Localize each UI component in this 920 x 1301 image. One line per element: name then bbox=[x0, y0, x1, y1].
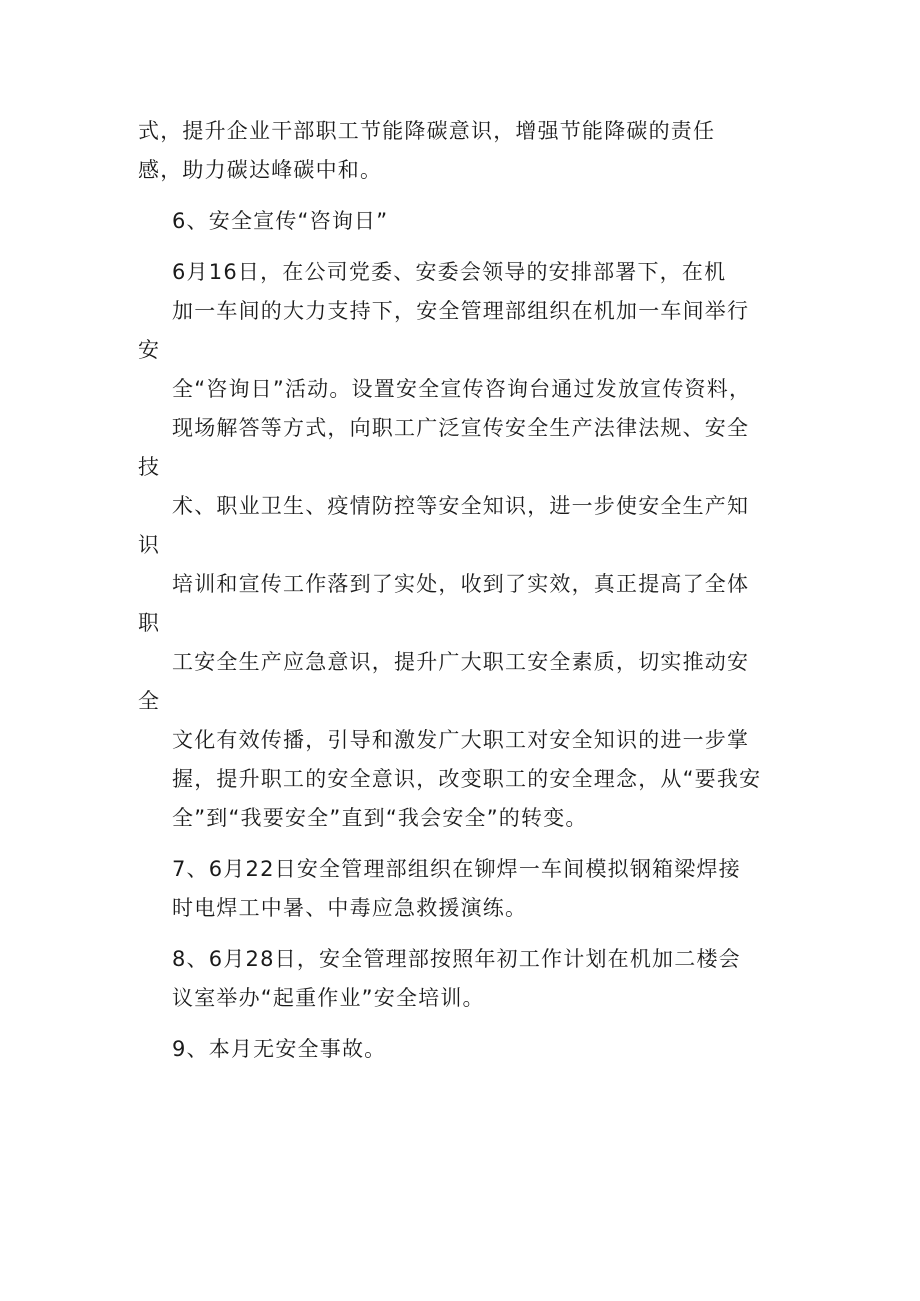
text-line: 9、本月无安全事故。 bbox=[172, 1037, 387, 1061]
paragraph-continuation bbox=[138, 112, 770, 190]
paragraph-item-9 bbox=[138, 1030, 770, 1069]
paragraph-consult-day bbox=[138, 253, 770, 838]
text-line: 文化有效传播，引导和激发广大职工对安全知识的进一步掌 bbox=[172, 728, 750, 752]
text-line: 议室举办“起重作业”安全培训。 bbox=[172, 986, 485, 1010]
text-line: 培训和宣传工作落到了实处，收到了实效，真正提高了全体职 bbox=[138, 572, 750, 635]
text-line: 感，助力碳达峰碳中和。 bbox=[138, 158, 383, 182]
paragraph-item-7 bbox=[138, 850, 770, 928]
text-line: 加一车间的大力支持下，安全管理部组织在机加一车间举行安 bbox=[138, 299, 750, 362]
text-line: 6月16日，在公司党委、安委会领导的安排部署下，在机 bbox=[172, 260, 727, 284]
text-line: 全”到“我要安全”直到“我会安全”的转变。 bbox=[172, 806, 588, 830]
paragraph-item-8 bbox=[138, 940, 770, 1018]
document-body bbox=[138, 112, 770, 1081]
text-line: 全“咨询日”活动。设置安全宣传咨询台通过发放宣传资料， bbox=[172, 377, 752, 401]
text-line: 工安全生产应急意识，提升广大职工安全素质，切实推动安全 bbox=[138, 650, 750, 713]
text-line: 术、职业卫生、疫情防控等安全知识，进一步使安全生产知识 bbox=[138, 494, 750, 557]
section-heading-consult-day bbox=[138, 202, 770, 241]
text-line: 6、安全宣传“咨询日” bbox=[172, 209, 389, 233]
text-line: 时电焊工中暑、中毒应急救援演练。 bbox=[172, 896, 528, 920]
text-line: 现场解答等方式，向职工广泛宣传安全生产法律法规、安全技 bbox=[138, 416, 750, 479]
text-line: 式，提升企业干部职工节能降碳意识，增强节能降碳的责任 bbox=[138, 119, 716, 143]
text-line: 握，提升职工的安全意识，改变职工的安全理念，从“要我安 bbox=[172, 767, 762, 791]
text-line: 7、6月22日安全管理部组织在铆焊一车间模拟钢箱梁焊接 bbox=[172, 857, 741, 881]
text-line: 8、6月28日，安全管理部按照年初工作计划在机加二楼会 bbox=[172, 947, 741, 971]
